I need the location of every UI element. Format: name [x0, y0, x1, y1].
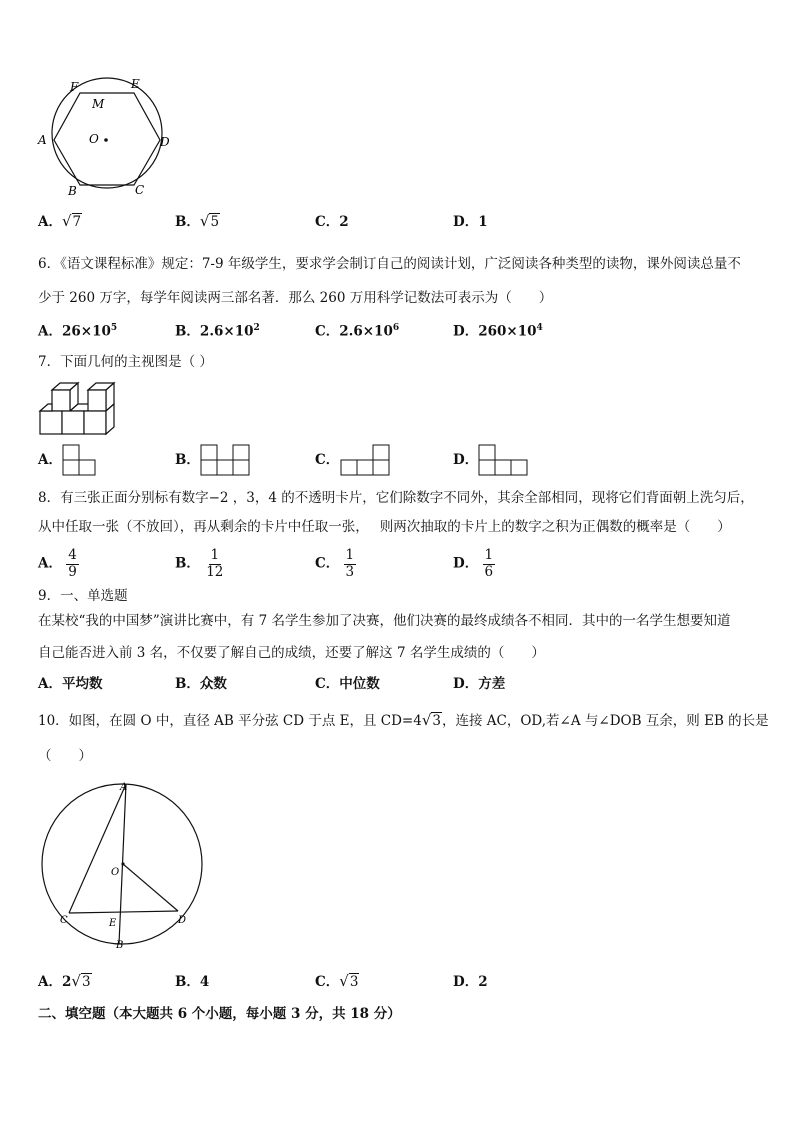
q8-stem-line1: 8．有三张正面分别标有数字−2 ，3，4 的不透明卡片，它们除数字不同外，其余全部相同，现将它们背面朝上洗匀后，: [38, 490, 754, 506]
q7-option-d-view: [478, 444, 528, 476]
label-C: C: [135, 183, 145, 197]
label-B: B: [116, 940, 124, 950]
label-F: F: [70, 80, 79, 94]
section-2-title: 二、填空题（本大题共 6 个小题，每小题 3 分，共 18 分）: [38, 1006, 401, 1022]
label-O: O: [111, 867, 120, 878]
q10-option-d: D．2: [453, 974, 488, 990]
q9-stem-line1: 在某校“我的中国梦”演讲比赛中，有 7 名学生参加了决赛，他们决赛的最终成绩各不相同．其中的一名学生想要知道: [38, 613, 731, 629]
q7-solid-figure: [38, 380, 128, 438]
q6-option-c: C．$2.6\times 10^6$: [315, 323, 400, 340]
q6-option-a: A．$26\times 10^5$: [38, 323, 118, 340]
label-B: B: [68, 184, 77, 198]
q7-option-c-label: C．: [315, 452, 340, 468]
q5-option-b: B．√5: [175, 212, 220, 230]
q9-option-c: C．中位数: [315, 676, 380, 692]
q9-header: 9．一、单选题: [38, 588, 128, 604]
label-E: E: [131, 77, 140, 91]
q8-stem-line2: 从中任取一张（不放回），再从剩余的卡片中任取一张， 则两次抽取的卡片上的数字之积为正偶数的概率是（ ）: [38, 519, 731, 535]
label-M: M: [92, 97, 105, 111]
q10-stem-line1: 10．如图，在圆 O 中，直径 AB 平分弦 CD 于点 E，且 CD=4√3，连接 AC，OD,若∠A 与∠DOB 互余，则 EB 的长是: [38, 711, 769, 729]
label-C: C: [60, 915, 68, 926]
q10-option-a: A．2√3: [38, 972, 91, 990]
label-A: A: [120, 782, 128, 793]
label-D: D: [178, 915, 187, 926]
q10-circle-figure: [40, 778, 215, 950]
q10-stem-line2: （ ）: [38, 748, 92, 764]
q5-option-a: A．√7: [38, 212, 82, 230]
q5-option-c: C．2: [315, 214, 349, 230]
q9-option-b: B．众数: [175, 676, 227, 692]
q5-option-d: D．1: [453, 214, 488, 230]
q8-option-a: A． $\frac{4}{9}$: [38, 547, 77, 580]
q7-option-a-label: A．: [38, 452, 62, 468]
q7-stem: 7．下面几何的主视图是（ ）: [38, 354, 213, 370]
label-O: O: [89, 132, 99, 146]
q9-option-a: A．平均数: [38, 676, 103, 692]
q6-option-b: B．$2.6\times 10^2$: [175, 323, 260, 340]
q6-stem-line2: 少于 260 万字，每学年阅读两三部名著．那么 260 万用科学记数法可表示为（ ）: [38, 290, 553, 306]
q6-option-d: D．$260\times 10^4$: [453, 323, 543, 340]
q7-option-a-view: [62, 444, 96, 476]
q8-option-c: C． $\frac{1}{3}$: [315, 547, 355, 580]
q5-hexagon-figure: [30, 70, 180, 200]
label-A: A: [38, 133, 47, 147]
q7-option-c-view: [340, 444, 390, 476]
q9-option-d: D．方差: [453, 676, 506, 692]
q7-option-d-label: D．: [453, 452, 479, 468]
q10-option-b: B．4: [175, 974, 210, 990]
q8-option-d: D． $\frac{1}{6}$: [453, 547, 494, 580]
label-D: D: [160, 135, 170, 149]
q7-option-b-view: [200, 444, 250, 476]
q9-stem-line2: 自己能否进入前 3 名，不仅要了解自己的成绩，还要了解这 7 名学生成绩的（ ）: [38, 645, 545, 661]
q6-stem-line1: 6．《语文课程标准》规定：7-9 年级学生，要求学会制订自己的阅读计划，广泛阅读各种类型的读物，课外阅读总量不: [38, 256, 741, 272]
q8-option-b: B． $\frac{1}{12}$: [175, 547, 224, 580]
q7-option-b-label: B．: [175, 452, 200, 468]
label-E: E: [109, 918, 117, 929]
q10-option-c: C．√3: [315, 972, 359, 990]
